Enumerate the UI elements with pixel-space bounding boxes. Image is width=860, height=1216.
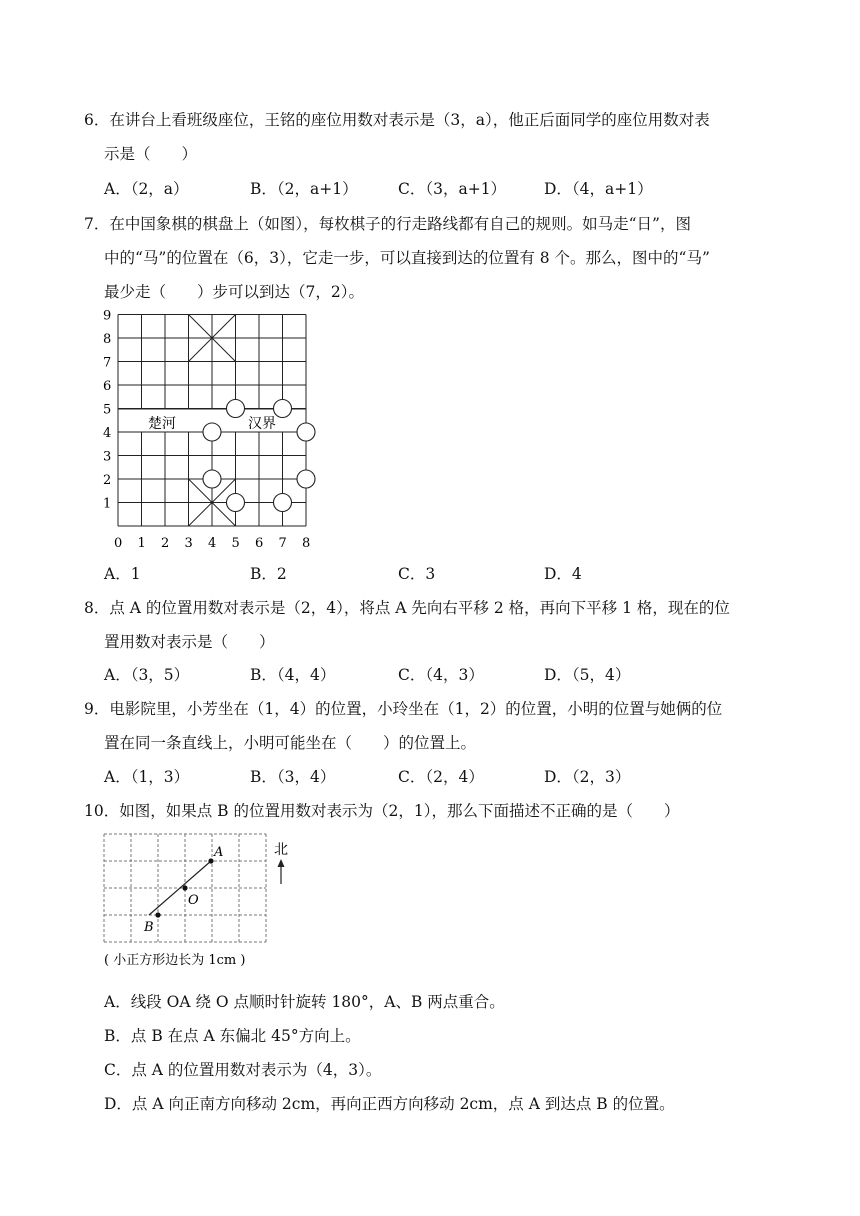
q9-stem-line1: 9．电影院里，小芳坐在（1，4）的位置，小玲坐在（1，2）的位置，小明的位置与她俩的位 bbox=[84, 700, 723, 718]
x-axis-label: 8 bbox=[302, 536, 311, 551]
q7-stem-line1: 7．在中国象棋的棋盘上（如图），每枚棋子的行走路线都有自己的规则。如马走“日”，图 bbox=[84, 215, 691, 233]
chess-piece bbox=[297, 470, 315, 488]
q6-stem-line1: 6．在讲台上看班级座位，王铭的座位用数对表示是（3，a），他正后面同学的座位用数对表 bbox=[84, 111, 710, 129]
y-axis-label: 8 bbox=[103, 332, 112, 347]
q7-option-c: C．3 bbox=[398, 565, 436, 583]
y-axis-label: 1 bbox=[103, 496, 112, 512]
q10-option-a: A．线段 OA 绕 O 点顺时针旋转 180°，A、B 两点重合。 bbox=[104, 993, 505, 1011]
river-left-label: 楚河 bbox=[148, 416, 176, 432]
label-a: A bbox=[214, 845, 224, 860]
q8-stem-line1: 8．点 A 的位置用数对表示是（2，4），将点 A 先向右平移 2 格，再向下平移 1 格，现在的位 bbox=[84, 599, 730, 617]
y-axis-label: 7 bbox=[103, 355, 112, 371]
chess-piece bbox=[274, 400, 292, 418]
x-axis-label: 5 bbox=[231, 536, 240, 551]
x-axis-label: 7 bbox=[278, 536, 287, 551]
q9-option-d: D．（2，3） bbox=[544, 768, 631, 786]
q6-stem-line2: 示是（ ） bbox=[104, 145, 198, 163]
q7-stem-line2: 中的“马”的位置在（6，3），它走一步，可以直接到达的位置有 8 个。那么，图中的“马” bbox=[104, 249, 710, 267]
chess-piece bbox=[203, 423, 221, 441]
q9-stem-line2: 置在同一条直线上，小明可能坐在（ ）的位置上。 bbox=[104, 734, 477, 752]
chess-piece bbox=[274, 494, 292, 512]
grid-caption: ( 小正方形边长为 1cm ) bbox=[104, 953, 246, 968]
q10-option-c: C．点 A 的位置用数对表示为（4，3）。 bbox=[104, 1061, 382, 1079]
q9-option-a: A．（1，3） bbox=[104, 768, 190, 786]
q6-option-d: D．（4，a+1） bbox=[544, 180, 653, 198]
x-axis-label: 0 bbox=[114, 536, 123, 551]
label-o: O bbox=[188, 893, 199, 908]
chess-piece bbox=[227, 400, 245, 418]
y-axis-label: 4 bbox=[103, 426, 112, 441]
q7-option-b: B．2 bbox=[250, 565, 287, 583]
river-right-label: 汉界 bbox=[248, 416, 276, 432]
y-axis-label: 3 bbox=[103, 449, 112, 465]
x-axis-label: 2 bbox=[161, 536, 170, 551]
point-o bbox=[182, 885, 187, 890]
q7-option-d: D．4 bbox=[544, 565, 582, 583]
q6-option-a: A．（2，a） bbox=[104, 180, 189, 198]
q10-stem-line1: 10．如图，如果点 B 的位置用数对表示为（2，1），那么下面描述不正确的是（ ） bbox=[84, 802, 680, 820]
q8-option-b: B．（4，4） bbox=[250, 666, 336, 684]
x-axis-label: 3 bbox=[184, 536, 193, 551]
chess-piece bbox=[297, 423, 315, 441]
q9-option-c: C．（2，4） bbox=[398, 768, 484, 786]
q8-option-c: C．（4，3） bbox=[398, 666, 484, 684]
q8-option-d: D．（5，4） bbox=[544, 666, 631, 684]
q6-option-c: C．（3，a+1） bbox=[398, 180, 507, 198]
q9-option-b: B．（3，4） bbox=[250, 768, 336, 786]
q8-option-a: A．（3，5） bbox=[104, 666, 190, 684]
label-b: B bbox=[144, 920, 154, 935]
north-label: 北 bbox=[274, 842, 288, 858]
q7-option-a: A．1 bbox=[104, 565, 141, 583]
q10-option-b: B．点 B 在点 A 东偏北 45°方向上。 bbox=[104, 1027, 361, 1045]
y-axis-label: 2 bbox=[103, 473, 112, 488]
y-axis-label: 9 bbox=[103, 308, 112, 324]
q8-stem-line2: 置用数对表示是（ ） bbox=[104, 633, 275, 651]
x-axis-label: 4 bbox=[208, 536, 217, 551]
q7-stem-line3: 最少走（ ）步可以到达（7，2）。 bbox=[104, 283, 364, 301]
chess-piece bbox=[227, 494, 245, 512]
point-b bbox=[155, 912, 160, 917]
chess-piece bbox=[203, 470, 221, 488]
q6-option-b: B．（2，a+1） bbox=[250, 180, 358, 198]
x-axis-label: 6 bbox=[255, 536, 264, 551]
grid-position-figure bbox=[100, 832, 300, 972]
point-a bbox=[208, 858, 213, 863]
chess-board-figure bbox=[100, 308, 330, 553]
y-axis-label: 6 bbox=[103, 379, 112, 394]
y-axis-label: 5 bbox=[103, 402, 112, 418]
x-axis-label: 1 bbox=[137, 536, 146, 551]
q10-option-d: D．点 A 向正南方向移动 2cm，再向正西方向移动 2cm，点 A 到达点 B 的位置。 bbox=[104, 1095, 675, 1113]
